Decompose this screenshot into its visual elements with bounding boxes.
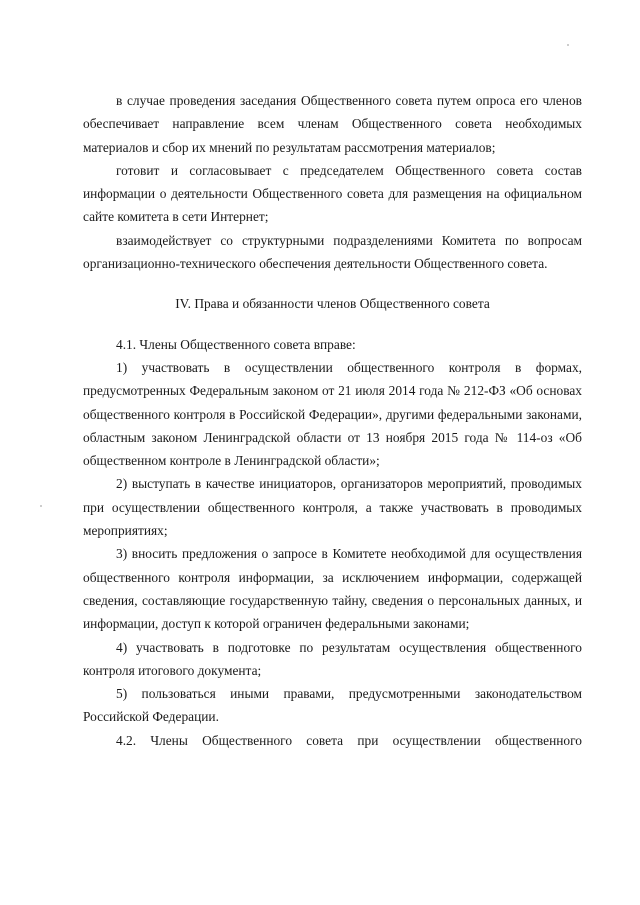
paragraph-interaction: взаимодействует со структурными подразделениями Комитета по вопросам организационно-технического обеспечения деятельности Общественного совета. (83, 232, 582, 272)
paragraph-4-1: 4.1. Члены Общественного совета вправе: (116, 336, 356, 352)
scan-speck (567, 44, 569, 46)
paragraph-survey-meeting: в случае проведения заседания Общественного совета путем опроса его членов обеспечивает направление всем членам Общественного совета необходимых материалов и сбор их мнений по результатам рассмотрения материалов; (83, 93, 582, 155)
scan-speck (40, 505, 42, 507)
paragraph-prepare-information: готовит и согласовывает с председателем Общественного совета состав информации о деятельности Общественного совета для размещения на официальном сайте комитета в сети Интернет; (83, 162, 582, 225)
list-item-3: 3) вносить предложения о запросе в Комитете необходимой для осуществления общественного контроля информации, за исключением информации, содержащей сведения, составляющие государственную тайну, сведения о персональных данных, и информации, доступ к которой ограничен федеральными законами; (83, 546, 582, 632)
paragraph-4-2: 4.2. Члены Общественного совета при осуществлении общественного (116, 732, 582, 748)
list-item-4: 4) участвовать в подготовке по результатам осуществления общественного контроля итогового документа; (83, 639, 582, 678)
list-item-1: 1) участвовать в осуществлении общественного контроля в формах, предусмотренных Федеральным законом от 21 июля 2014 года № 212-ФЗ «Об основах общественного контроля в Российской Федерации», другими федеральными законами, областным законом Ленинградской области от 13 ноября 2015 года № 114-оз «Об общественном контроле в Ленинградской области»; (83, 359, 582, 469)
list-item-5: 5) пользоваться иными правами, предусмотренными законодательством Российской Федерации. (83, 686, 582, 725)
section-heading: IV. Права и обязанности членов Общественного совета (175, 296, 490, 312)
document-body (83, 89, 582, 752)
list-item-2: 2) выступать в качестве инициаторов, организаторов мероприятий, проводимых при осуществлении общественного контроля, а также участвовать в проводимых мероприятиях; (83, 476, 582, 539)
